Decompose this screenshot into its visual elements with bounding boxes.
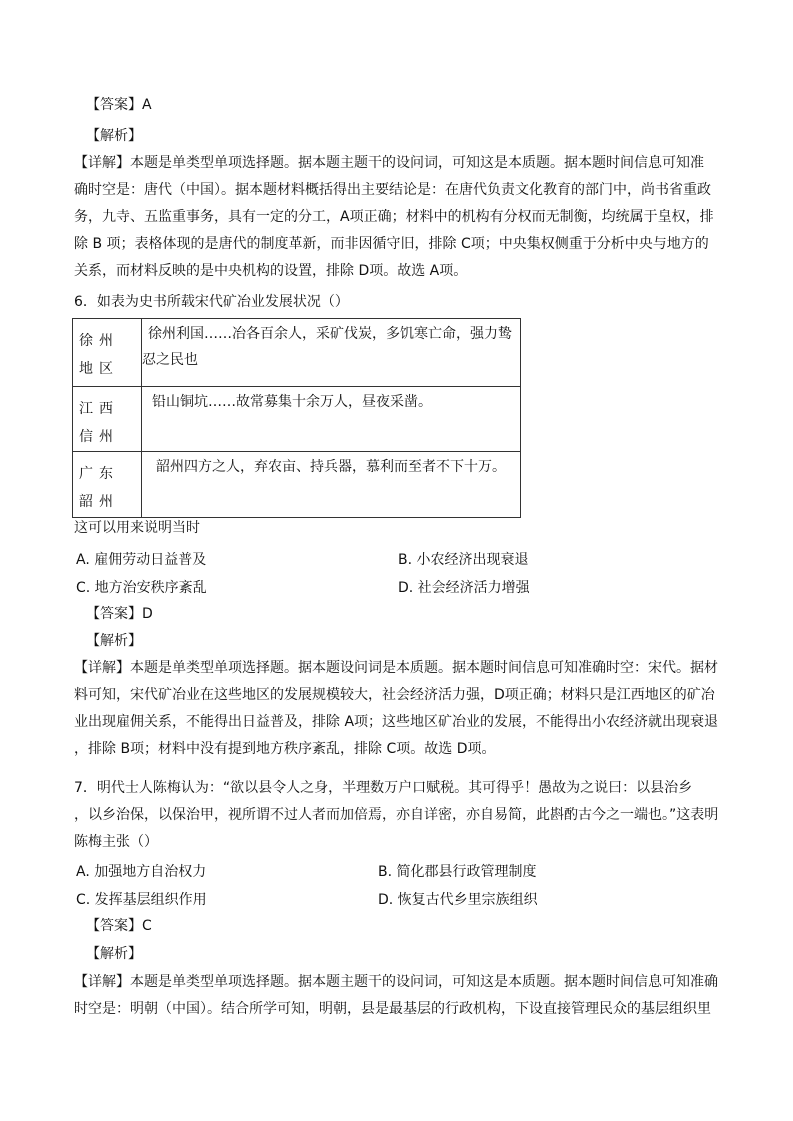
region-line: 江西 [79, 401, 119, 417]
q5-detail [74, 150, 724, 285]
region-cell [73, 452, 142, 518]
content-line: 忍之民也 [142, 352, 198, 368]
q7-answer [86, 916, 736, 936]
q5-answer [86, 95, 736, 115]
content-line: 铅山铜坑……故常募集十余万人，昼夜采凿。 [152, 394, 432, 410]
content-cell [142, 452, 521, 518]
content-line: 徐州利国……冶各百余人，采矿伐炭，多饥寒亡命，强力鸷 [148, 326, 512, 342]
q6-analysis-label [86, 631, 736, 651]
q6-option-b: B. 小农经济出现衰退 [398, 552, 529, 568]
q7-option-b: B. 简化郡县行政管理制度 [378, 864, 537, 880]
q7-analysis-label-text: 【解析】 [86, 946, 142, 962]
q6-analysis-label-text: 【解析】 [86, 633, 142, 649]
q6-stem-text: 6．如表为史书所载宋代矿冶业发展状况（） [74, 294, 349, 310]
q5-detail-line: 除 B 项；表格体现的是唐代的制度革新，而非因循守旧，排除 C项；中央集权侧重于分析中央与地方的 [74, 236, 709, 252]
q7-answer-text: 【答案】C [86, 918, 152, 934]
region-line: 地区 [79, 361, 119, 377]
q6-stem [74, 292, 724, 312]
table-row [73, 452, 521, 518]
q6-detail-line: ，排除 B项；材料中没有提到地方秩序紊乱，排除 C项。故选 D项。 [74, 741, 496, 757]
q6-option-c: C. 地方治安秩序紊乱 [76, 580, 207, 596]
region-cell [73, 319, 142, 387]
region-line: 韶州 [79, 494, 119, 510]
table-row [73, 387, 521, 452]
q7-option-c: C. 发挥基层组织作用 [76, 892, 207, 908]
region-line: 广东 [79, 466, 119, 482]
q5-analysis-label [86, 126, 736, 146]
q7-detail-line: 时空是：明朝（中国）。结合所学可知，明朝，县是最基层的行政机构，下设直接管理民众的基层组织里 [74, 1001, 711, 1017]
q6-option-d: D. 社会经济活力增强 [398, 580, 530, 596]
q7-option-a: A. 加强地方自治权力 [76, 864, 207, 880]
q6-followup [74, 518, 724, 538]
q5-detail-line: 确时空是：唐代（中国）。据本题材料概括得出主要结论是：在唐代负责文化教育的部门中，尚书省重政 [74, 182, 711, 198]
q7-analysis-label [86, 944, 736, 964]
q6-option-a: A. 雇佣劳动日益普及 [76, 552, 207, 568]
q6-followup-text: 这可以用来说明当时 [74, 520, 200, 536]
region-line: 徐州 [79, 333, 119, 349]
content-cell [142, 387, 521, 452]
q7-option-d: D. 恢复古代乡里宗族组织 [378, 892, 538, 908]
region-line: 信州 [79, 429, 119, 445]
content-cell [142, 319, 521, 387]
q5-detail-line: 【详解】本题是单类型单项选择题。据本题主题干的设问词，可知这是本质题。据本题时间信息可知准 [74, 155, 704, 171]
q5-answer-text: 【答案】A [86, 97, 152, 113]
q6-answer-text: 【答案】D [86, 606, 153, 622]
q6-detail-line: 料可知，宋代矿冶业在这些地区的发展规模较大，社会经济活力强，D项正确；材料只是江西地区的矿冶 [74, 687, 715, 703]
region-cell [73, 387, 142, 452]
q6-answer [86, 604, 736, 624]
q7-stem-line: ，以乡治保，以保治甲，视所谓不过人者而加倍焉，亦自详密，亦自易简，此斟酌古今之一端也。”这表明 [74, 807, 719, 823]
content-line: 韶州四方之人，弃农亩、持兵器，慕利而至者不下十万。 [156, 459, 506, 475]
q5-analysis-label-text: 【解析】 [86, 128, 142, 144]
q6-detail-line: 【详解】本题是单类型单项选择题。据本题设问词是本质题。据本题时间信息可知准确时空：宋代。据材 [74, 660, 718, 676]
q7-stem-line: 陈梅主张（） [74, 834, 158, 850]
q7-stem [74, 775, 724, 856]
q7-detail-line: 【详解】本题是单类型单项选择题。据本题主题干的设问词，可知这是本质题。据本题时间信息可知准确 [74, 974, 718, 990]
q5-detail-line: 务，九寺、五监重事务，具有一定的分工，A项正确；材料中的机构有分权而无制衡，均统属于皇权，排 [74, 209, 714, 225]
q6-detail-line: 业出现雇佣关系，不能得出日益普及，排除 A项；这些地区矿冶业的发展，不能得出小农经济就出现衰退 [74, 714, 719, 730]
q7-detail [74, 969, 724, 1023]
q7-stem-line: 7．明代士人陈梅认为：“欲以县令人之身，半理数万户口赋税。其可得乎！愚故为之说曰：以县治乡 [74, 780, 693, 796]
q6-detail [74, 655, 724, 763]
table-row [73, 319, 521, 387]
q5-detail-line: 关系，而材料反映的是中央机构的设置，排除 D项。故选 A项。 [74, 263, 468, 279]
q6-table [72, 318, 521, 518]
